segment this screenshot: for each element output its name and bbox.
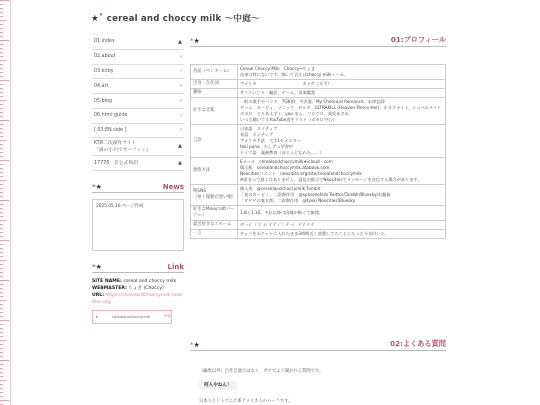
ruler-tick [0, 216, 3, 217]
site-title: ★★ cereal and choccy milk 〜中庭〜 [91, 12, 260, 24]
news-heading: *★ News [92, 177, 184, 193]
ruler-tick [0, 8, 3, 9]
profile-value: アメリカ カナダ（太平） [238, 80, 446, 89]
chevron-right-icon: › [180, 68, 182, 75]
ruler-tick [0, 112, 3, 113]
profile-value: ｲｹﾞｰﾄﾞ（ﾞｴﾞｨﾊﾞﾃﾞﾃﾞｨﾞ）ﾃﾞｰﾝ ﾃﾞﾃﾞﾃﾞﾃﾞ [238, 221, 446, 230]
ruler-tick [0, 4, 3, 5]
nav-item[interactable]: 01.index ▲ [92, 35, 184, 50]
ruler-tick [0, 36, 3, 37]
ruler-tick [0, 364, 3, 365]
ruler-tick [0, 136, 3, 137]
ruler-tick [0, 40, 9, 41]
profile-key: 言語 [191, 125, 238, 158]
ruler-tick [0, 260, 6, 261]
sidebar [92, 35, 184, 324]
table-row [191, 221, 446, 230]
chevron-right-icon: › [180, 53, 182, 60]
ruler-tick [0, 60, 6, 61]
ruler-tick [0, 200, 9, 201]
nav-item[interactable]: 05.blog › [92, 94, 184, 109]
ruler-tick [0, 244, 3, 245]
chevron-right-icon: › [180, 127, 182, 134]
ruler-tick [0, 64, 3, 65]
ruler-tick [0, 392, 3, 393]
ruler-tick [0, 240, 9, 241]
table-row [191, 98, 446, 125]
ruler-tick [0, 0, 9, 1]
ruler-tick [0, 296, 3, 297]
profile-value: チョコをポケットに入れたまま3時間近く放置してたことにたった今気付いた。 [238, 230, 446, 239]
ruler-tick [0, 160, 9, 161]
ruler-tick [0, 32, 3, 33]
star-icon: *★ [190, 37, 200, 45]
ruler-tick [0, 336, 3, 337]
profile-value: 個人用 @cerealandchoccymilk Tumblr 「星のカービィ」二次創作用 @sphereoforb Twitter/Tumblr/Bluesky/お題箱 「ゲゲゲの鬼太郎」二次創作用 @tyoki Neocities/Bluesky [238, 185, 446, 206]
ruler-tick [0, 208, 3, 209]
ruler-tick [0, 268, 3, 269]
profile-value: サイトいじり、翻訳、ゲーム、音楽鑑賞 [238, 89, 446, 98]
profile-key: 一言 [191, 230, 238, 239]
link-info: SITE NAME: cereal and choccy milk WEBMASTER: ちょき (Choccy) URL: https://cerealandchoccymilk.neocities.org [92, 278, 183, 305]
profile-key: 名前（ペンネーム） [191, 65, 238, 80]
ruler-tick [0, 152, 3, 153]
ruler-tick [0, 120, 9, 121]
nav-item[interactable]: 02.about › [92, 50, 184, 65]
ruler-tick [0, 28, 3, 29]
link-heading: *★ Link [92, 257, 184, 273]
profile-key: 連絡方法 [191, 158, 238, 185]
table-row [191, 80, 446, 89]
chevron-right-icon: › [180, 98, 182, 105]
ruler-tick [0, 340, 6, 341]
ruler-tick [0, 352, 3, 353]
ruler-tick [0, 144, 3, 145]
table-row [191, 65, 446, 80]
nav-list [92, 35, 184, 171]
ruler-tick [0, 76, 3, 77]
ruler-tick [0, 320, 9, 321]
ruler-tick [0, 116, 3, 117]
ruler-tick [0, 192, 3, 193]
ruler-tick [0, 224, 3, 225]
ruler-tick [0, 68, 3, 69]
ruler-tick [0, 304, 3, 305]
ruler-tick [0, 248, 3, 249]
profile-table [190, 64, 446, 239]
ruler-tick [0, 16, 3, 17]
ruler-tick [0, 140, 6, 141]
ruler-tick [0, 276, 3, 277]
profile-heading: *★ 01:プロフィール [190, 35, 446, 45]
ruler-tick [0, 388, 3, 389]
ruler-tick [0, 104, 3, 105]
ruler-tick [0, 284, 3, 285]
ruler-tick [0, 188, 3, 189]
ruler-tick [0, 88, 3, 89]
ruler-tick [0, 176, 3, 177]
star-icon: ★ [95, 314, 99, 319]
chevron-right-icon: › [180, 83, 182, 90]
table-row [191, 125, 446, 158]
ruler-tick [0, 256, 3, 257]
ruler-tick [0, 396, 3, 397]
news-box[interactable]: 2025.05.16 ページ作成 [92, 199, 184, 251]
ruler-tick [0, 100, 6, 101]
star-icon: *★ [92, 262, 102, 271]
ruler-tick [0, 368, 3, 369]
ruler-tick [0, 132, 3, 133]
ruler-tick [0, 84, 3, 85]
ruler-tick [0, 272, 3, 273]
nav-item[interactable]: 04.art › [92, 79, 184, 94]
faq-answer: 日本人とリトアニア系アメリカ人のハーフです。 [199, 399, 293, 404]
ruler-tick [0, 168, 3, 169]
ruler-tick [0, 360, 9, 361]
nav-item[interactable]: 03.kirby › [92, 65, 184, 80]
ruler-tick [0, 332, 3, 333]
ruler-tick [0, 324, 3, 325]
ruler-tick [0, 212, 3, 213]
ruler-tick [0, 24, 3, 25]
table-row [191, 185, 446, 206]
ruler-tick [0, 44, 3, 45]
ruler-tick [0, 316, 3, 317]
ruler-tick [0, 56, 3, 57]
site-url-link[interactable]: https://cerealandchoccymilk.neocities.org [92, 292, 183, 305]
ruler-tick [0, 344, 3, 345]
ruler-tick [0, 376, 3, 377]
faq-note: （編集以外）自作自演ではなく、ガチでよく聞かれる質問です。 [199, 369, 324, 374]
profile-value: Eメール cerealandchoccymilk★icloud・com 掲示板 cerealandchoccymilk.atabook.com Neocitiesコメント neocities.org/site/cerealandchoccymilk ※常まつで遅くはありません。返信の都合でNeocitiesでメッセージを送信する場合があります。 [238, 158, 446, 185]
main-content [190, 35, 446, 349]
arrow-up-icon: ▲ [178, 159, 182, 166]
ruler-tick [0, 52, 3, 53]
ruler-tick [0, 220, 6, 221]
ruler-tick [0, 180, 6, 181]
ruler-tick [0, 96, 3, 97]
ruler-tick [0, 156, 3, 157]
profile-value: 日本語 ネイティブ 英語 ネイティブ アメリカ手話 大学1セメスター toki pona 少しずつ学習中 ドイツ語 義務教育（ほとんど忘れた……） [238, 125, 446, 158]
ruler-tick [0, 328, 3, 329]
ruler-tick [0, 128, 3, 129]
ruler-tick [0, 372, 3, 373]
ruler-tick [0, 204, 3, 205]
table-row [191, 206, 446, 221]
ruler-tick [0, 356, 3, 357]
nav-item[interactable]: 06.html guide › [92, 109, 184, 124]
ruler-tick [0, 280, 9, 281]
ruler-tick [0, 148, 3, 149]
star-icon: *★ [92, 182, 102, 191]
nav-item[interactable]: KTR二次創作サイト 『森の小川でサーフィン』 ▲ [92, 138, 184, 156]
table-row [191, 89, 446, 98]
ruler-tick [0, 80, 9, 81]
ruler-tick [0, 124, 3, 125]
star-icon: *★ [190, 341, 200, 349]
ruler-tick [0, 108, 3, 109]
arrow-up-icon: ▲ [178, 38, 182, 45]
profile-key: 出身・在住国 [191, 80, 238, 89]
nav-item[interactable]: [ 03:EN side ] › [92, 124, 184, 138]
ruler-tick [0, 400, 9, 401]
ruler-tick [0, 264, 3, 265]
faq-heading: *★ 02:よくある質問 [190, 339, 446, 349]
ruler-tick [0, 12, 3, 13]
pink-ruler [0, 0, 11, 405]
ruler-tick [0, 300, 6, 301]
ruler-tick [0, 196, 3, 197]
profile-key: 趣味 [191, 89, 238, 98]
ruler-tick [0, 348, 3, 349]
profile-key: 最近好きなエモーム [191, 221, 238, 230]
ruler-tick [0, 48, 3, 49]
ruler-tick [0, 172, 3, 173]
faq-question: 何人やねん！ [199, 381, 237, 389]
ruler-tick [0, 164, 3, 165]
site-banner[interactable]: ★ cerealandchoccymilk 中庭 [92, 310, 172, 324]
ruler-tick [0, 236, 3, 237]
profile-key: 関SNS （殆く稼動が遅い順） [191, 185, 238, 206]
ruler-tick [0, 384, 3, 385]
ruler-tick [0, 308, 3, 309]
arrow-up-icon: ▲ [178, 143, 182, 150]
profile-key: 好きなMinecraftバージョン [191, 206, 238, 221]
profile-value: 1.8と1.16。それ以降は因縁が怖くて無理。 [238, 206, 446, 221]
ruler-tick [0, 380, 6, 381]
profile-value: Cereal Choccy Milk Choccy→ちょき 由来は特にないです。強いて言えばchoccy milkミーム。 [238, 65, 446, 80]
ruler-tick [0, 232, 3, 233]
star-icon: ★ [91, 14, 99, 24]
ruler-tick [0, 288, 3, 289]
ruler-tick [0, 72, 3, 73]
ruler-tick [0, 20, 6, 21]
chevron-right-icon: › [180, 112, 182, 119]
nav-item[interactable]: 17776 非公式和訳 ▲ [92, 156, 184, 171]
star-icon-small: ★ [98, 12, 104, 18]
table-row [191, 230, 446, 239]
ruler-tick [0, 292, 3, 293]
ruler-tick [0, 252, 3, 253]
ruler-tick [0, 92, 3, 93]
profile-key: 好きな音楽 [191, 98, 238, 125]
ruler-tick [0, 228, 3, 229]
ruler-tick [0, 184, 3, 185]
table-row [191, 158, 446, 185]
profile-value: 一般の歌手やバンド TOKIO、平沢進、My Chemical Romance、米津玄師 ゲーム カービィ、ソニック、ゼルダ、ULTRAKILL (Heaven Pierce Her)、ホロウナイト、ショベルナイト ボカロ とりあえずイ、you まん、フロクロ、真紀あさね いつも聴いてるYouTube再生リスト（ボカロ中心） [238, 98, 446, 125]
ruler-tick [0, 312, 3, 313]
